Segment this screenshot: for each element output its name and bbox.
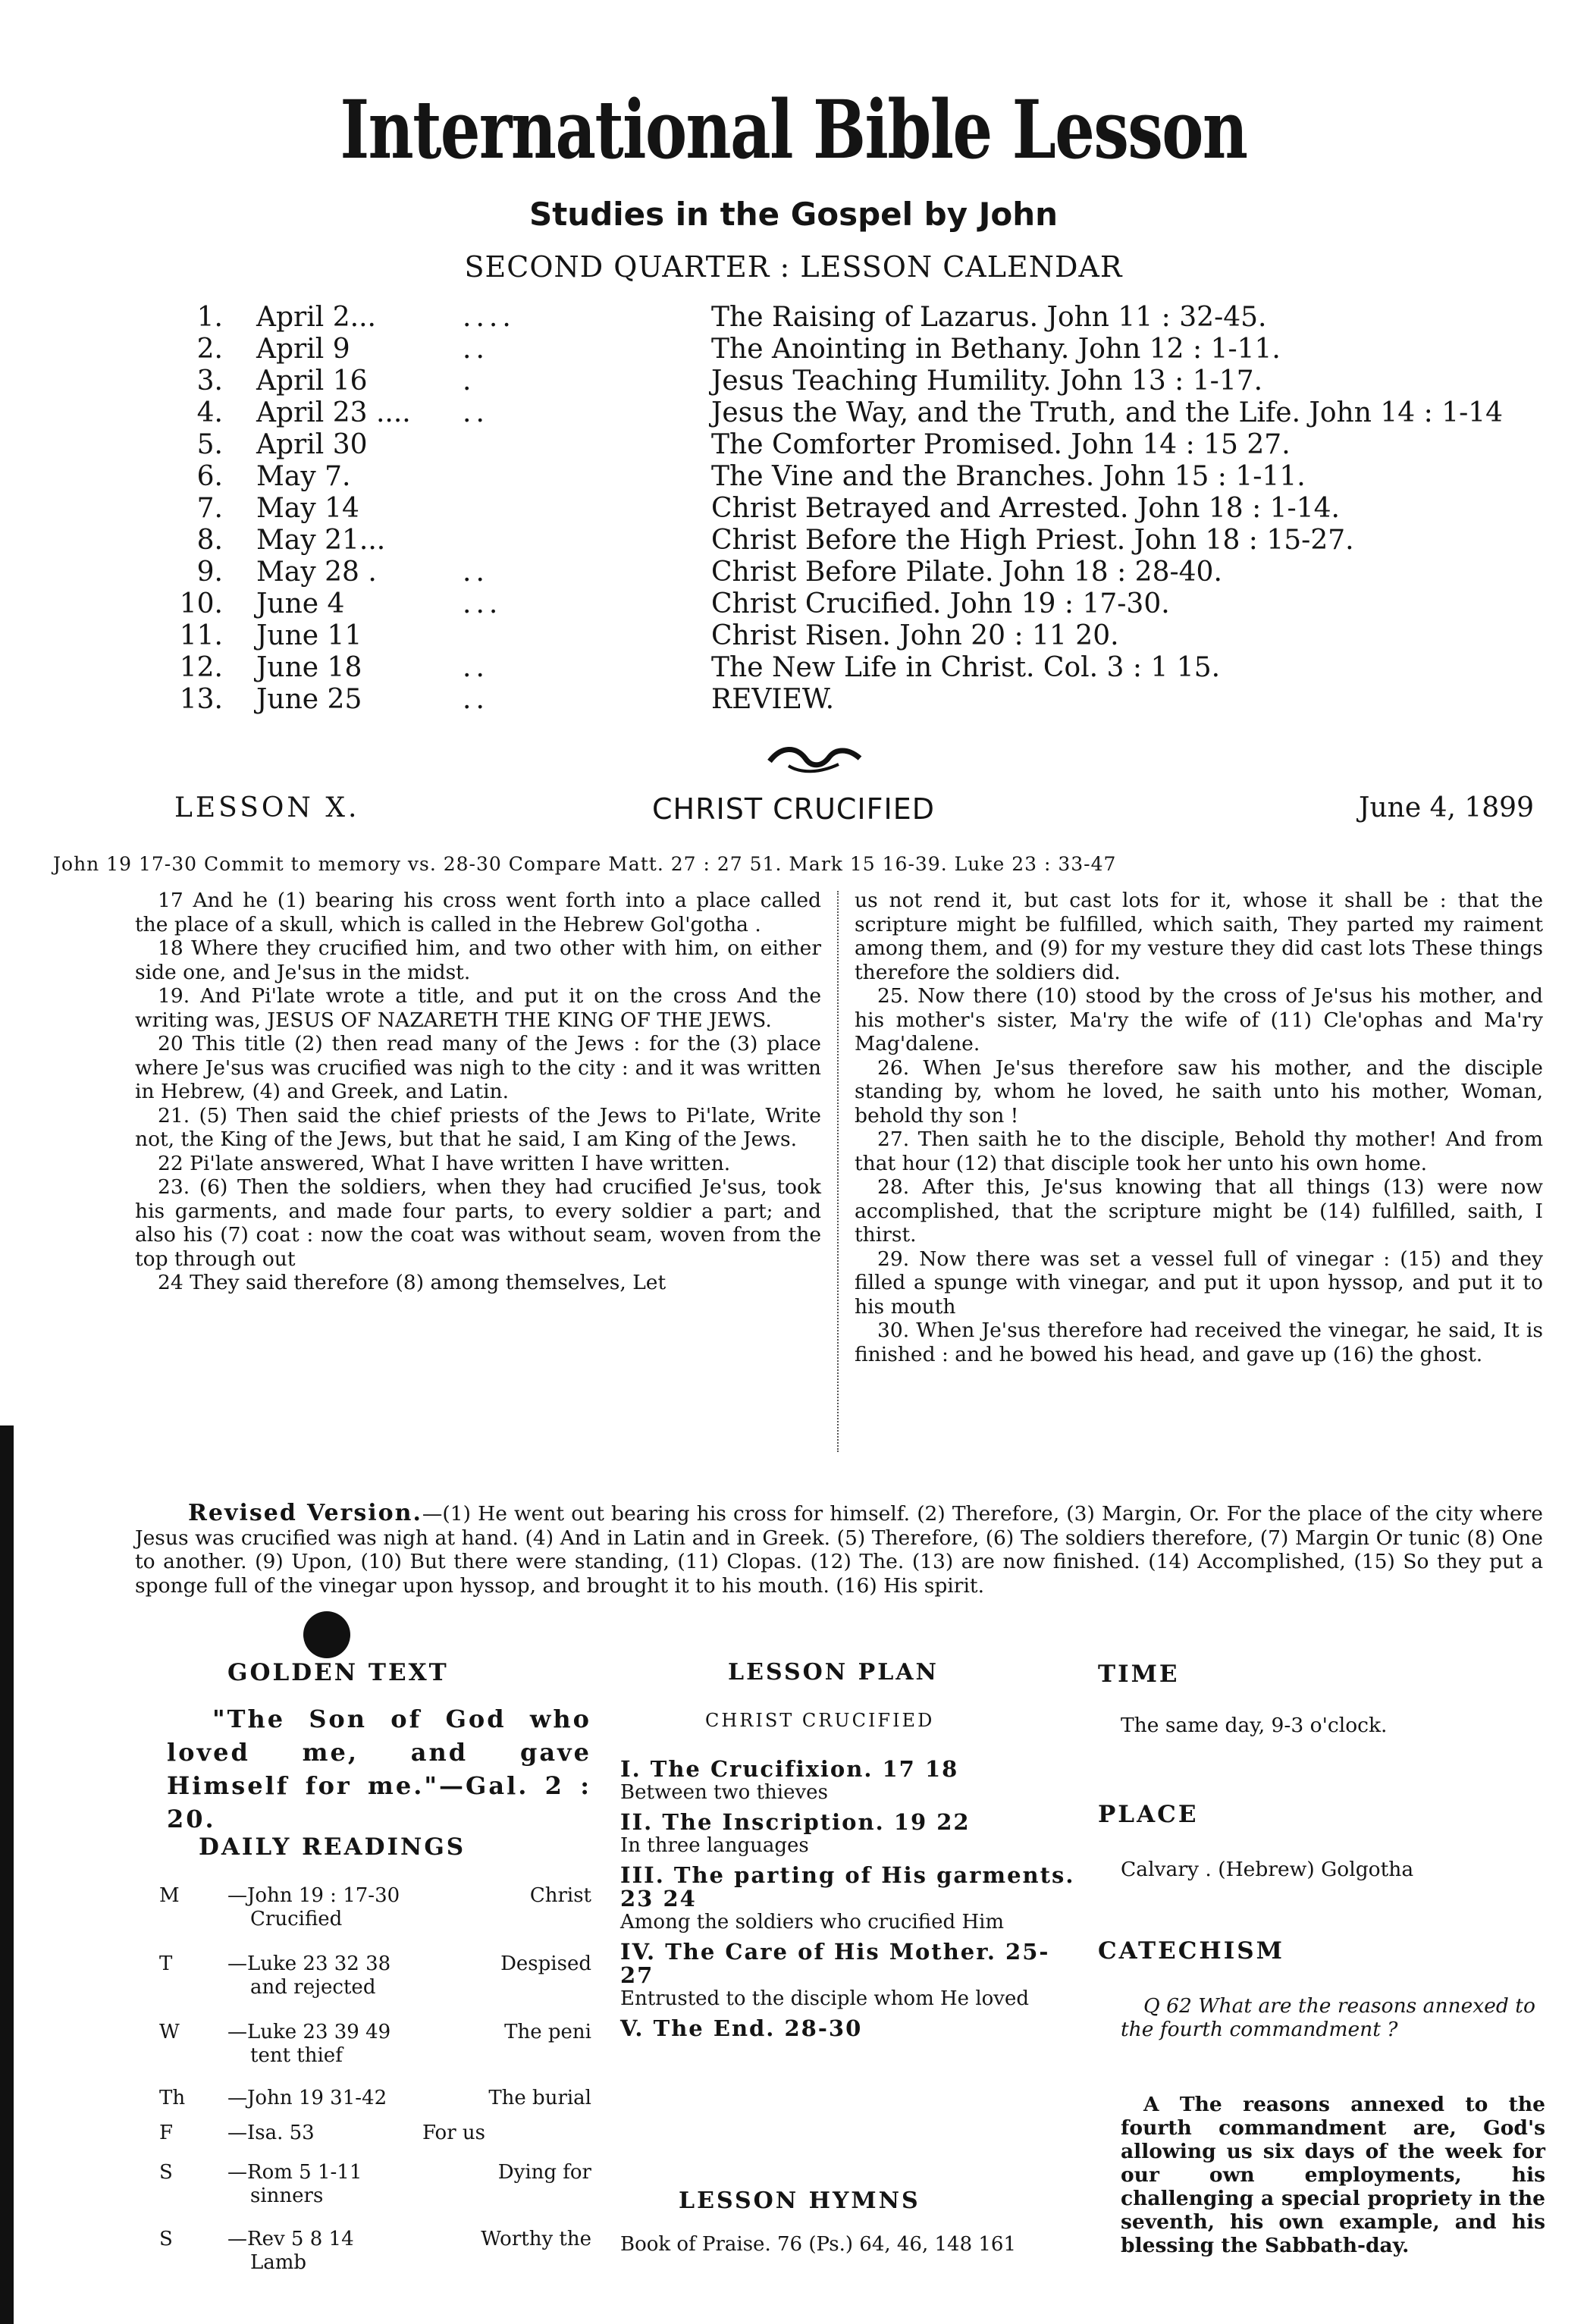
lesson-header: [0, 792, 1587, 830]
reading-day: F: [159, 2122, 174, 2144]
calendar-row: [0, 493, 1587, 525]
reading-row: [159, 2021, 591, 2068]
calendar-row: [0, 525, 1587, 557]
calendar-row: [0, 429, 1587, 461]
reading-day: M: [159, 1884, 180, 1907]
plan-item-head: V. The End. 28-30: [620, 2015, 863, 2041]
calendar-topic: Jesus the Way, and the Truth, and the Life. John 14 : 1-14: [711, 397, 1504, 428]
calendar-date: June 25: [256, 684, 362, 715]
calendar-leader: ..: [463, 397, 489, 428]
verse: 23. (6) Then the soldiers, when they had crucified Je'sus, took his garments, and made four parts, to every soldier a part; and also his (7) coat : now the coat was without seam, woven from the top through out: [135, 1175, 821, 1271]
calendar-number: 9.: [196, 557, 223, 588]
calendar-date: May 28 .: [256, 557, 377, 588]
calendar-number: 1.: [196, 302, 223, 333]
calendar-row: [0, 334, 1587, 365]
plan-item-sub: In three languages: [620, 1834, 809, 1857]
ink-blot: [303, 1611, 350, 1658]
place-text: Calvary . (Hebrew) Golgotha: [1121, 1858, 1414, 1881]
reading-title: Worthy the: [481, 2228, 591, 2250]
plan-item-head: I. The Crucifixion. 17 18: [620, 1756, 959, 1782]
calendar-number: 8.: [196, 525, 223, 556]
calendar-number: 12.: [179, 652, 223, 683]
reading-title-cont: and rejected: [250, 1976, 376, 1999]
calendar-date: June 11: [256, 620, 362, 651]
calendar-date: May 21...: [256, 525, 386, 556]
verse: 27. Then saith he to the disciple, Behold thy mother! And from that hour (12) that disciple took her unto his own home.: [855, 1128, 1543, 1175]
plan-item-head: II. The Inscription. 19 22: [620, 1809, 971, 1835]
verse: 26. When Je'sus therefore saw his mother, and the disciple standing by, whom he loved, he saith unto his mother, Woman, behold thy son !: [855, 1055, 1543, 1128]
calendar-date: April 9: [256, 334, 350, 365]
verse: 30. When Je'sus therefore had received the vinegar, he said, It is finished : and he bowed his head, and gave up (16) the ghost.: [855, 1319, 1543, 1366]
calendar-heading: SECOND QUARTER : LESSON CALENDAR: [464, 250, 1123, 284]
verse: us not rend it, but cast lots for it, whose it shall be : that the scripture might be fulfilled, which saith, They parted my raiment among them, and (9) for my vesture they did cast lots These things therefore the soldiers did.: [855, 889, 1543, 984]
reading-title: The peni: [504, 2021, 591, 2043]
scripture-reference-line: John 19 17-30 Commit to memory vs. 28-30 Compare Matt. 27 : 27 51. Mark 15 16-39. Luke 23 : 33-47: [53, 853, 1117, 875]
calendar-row: [0, 397, 1587, 429]
reading-day: W: [159, 2021, 180, 2043]
verse: 19. And Pi'late wrote a title, and put it on the cross And the writing was, JESUS OF NAZARETH THE KING OF THE JEWS.: [135, 984, 821, 1032]
daily-readings-heading: DAILY READINGS: [199, 1833, 466, 1861]
reading-row: [159, 2087, 591, 2110]
reading-title: For us: [422, 2122, 485, 2144]
lesson-hymns-heading: LESSON HYMNS: [679, 2188, 921, 2214]
time-heading: TIME: [1098, 1661, 1180, 1688]
verse: 17 And he (1) bearing his cross went forth into a place called the place of a skull, which is called in the Hebrew Gol'gotha .: [135, 889, 821, 936]
calendar-number: 2.: [196, 334, 223, 365]
calendar-date: April 2...: [256, 302, 376, 333]
calendar-row: [0, 684, 1587, 716]
reading-reference: —John 19 : 17-30: [227, 1884, 400, 1907]
calendar-leader: ..: [463, 557, 489, 588]
verse: 28. After this, Je'sus knowing that all things (13) were now accomplished, that the scripture might be (14) fulfilled, saith, I thirst.: [855, 1175, 1543, 1247]
reading-reference: —Luke 23 32 38: [227, 1952, 391, 1975]
reading-row: [159, 2122, 485, 2145]
calendar-row: [0, 365, 1587, 397]
calendar-topic: The Anointing in Bethany. John 12 : 1-11.: [711, 334, 1281, 365]
verse: 24 They said therefore (8) among themselves, Let: [158, 1271, 666, 1294]
calendar-topic: The Vine and the Branches. John 15 : 1-11.: [711, 461, 1306, 492]
verse: 29. Now there was set a vessel full of vinegar : (15) and they filled a spunge with vinegar, and put it upon hyssop, and put it to his mouth: [855, 1247, 1543, 1319]
calendar-topic: Christ Before Pilate. John 18 : 28-40.: [711, 557, 1222, 588]
calendar-topic: REVIEW.: [711, 684, 835, 715]
verse: 22 Pi'late answered, What I have written I have written.: [158, 1151, 731, 1175]
scan-edge-shadow: [0, 1425, 14, 2324]
verse: 21. (5) Then said the chief priests of the Jews to Pi'late, Write not, the King of the Jews, but that he said, I am King of the Jews.: [135, 1103, 821, 1151]
reading-title-cont: tent thief: [250, 2044, 343, 2067]
calendar-date: April 16: [256, 365, 368, 397]
reading-row: [159, 1952, 591, 1999]
plan-item-sub: Between two thieves: [620, 1781, 828, 1804]
catechism-answer: A The reasons annexed to the fourth commandment are, God's allowing us six days of the week for our own employments, his challenging a special propriety in the seventh, his own example, and his blessing the Sabbath-day.: [1121, 2093, 1545, 2257]
calendar-row: [0, 588, 1587, 620]
verse: 20 This title (2) then read many of the Jews : for the (3) place where Je'sus was crucified was nigh to the city : and it was written in Hebrew, (4) and Greek, and Latin.: [135, 1032, 821, 1103]
calendar-date: May 14: [256, 493, 359, 524]
lesson-plan-subheading: CHRIST CRUCIFIED: [705, 1710, 935, 1731]
calendar-date: June 18: [256, 652, 362, 683]
reading-reference: —Rom 5 1-11: [227, 2161, 362, 2184]
calendar-date: May 7.: [256, 461, 351, 492]
scripture-right-column: [855, 889, 1543, 1366]
calendar-row: [0, 302, 1587, 334]
ornament-flourish: [766, 743, 864, 775]
calendar-number: 3.: [196, 365, 223, 397]
reading-title-cont: Lamb: [250, 2251, 307, 2274]
plan-item-sub: Among the soldiers who crucified Him: [620, 1911, 1005, 1934]
reading-title-cont: Crucified: [250, 1908, 343, 1930]
lesson-title: CHRIST CRUCIFIED: [652, 792, 935, 826]
calendar-number: 10.: [179, 588, 223, 619]
page-title: International Bible Lesson: [340, 82, 1247, 177]
lesson-hymns-text: Book of Praise. 76 (Ps.) 64, 46, 148 161: [620, 2233, 1017, 2256]
reading-reference: —Rev 5 8 14: [227, 2228, 354, 2250]
calendar-number: 5.: [196, 429, 223, 460]
calendar-topic: The Raising of Lazarus. John 11 : 32-45.: [711, 302, 1267, 333]
calendar-leader: .: [463, 365, 476, 397]
reading-row: [159, 1884, 591, 1931]
reading-day: S: [159, 2161, 173, 2184]
golden-text-heading: GOLDEN TEXT: [227, 1659, 449, 1686]
calendar-topic: Christ Crucified. John 19 : 17-30.: [711, 588, 1170, 619]
calendar-leader: ..: [463, 652, 489, 683]
calendar-topic: Christ Risen. John 20 : 11 20.: [711, 620, 1119, 651]
catechism-question: Q 62 What are the reasons annexed to the fourth commandment ?: [1121, 1994, 1535, 2041]
calendar-leader: ....: [463, 302, 516, 333]
calendar-leader: ...: [463, 588, 503, 619]
calendar-topic: Christ Betrayed and Arrested. John 18 : 1-14.: [711, 493, 1340, 524]
lesson-plan-list: [620, 1758, 1075, 2040]
reading-title: The burial: [488, 2087, 591, 2109]
calendar-date: April 30: [256, 429, 368, 460]
verse: 18 Where they crucified him, and two other with him, on either side one, and Je'sus in the midst.: [135, 936, 821, 984]
reading-row: [159, 2161, 591, 2208]
calendar-topic: The Comforter Promised. John 14 : 15 27.: [711, 429, 1291, 460]
calendar-date: April 23 ....: [256, 397, 411, 428]
calendar-topic: The New Life in Christ. Col. 3 : 1 15.: [711, 652, 1221, 683]
lesson-plan-heading: LESSON PLAN: [728, 1659, 939, 1686]
catechism-heading: CATECHISM: [1098, 1937, 1284, 1965]
reading-title: Christ: [529, 1884, 591, 1907]
golden-text: "The Son of God who loved me, and gave Himself for me."—Gal. 2 : 20.: [167, 1705, 591, 1833]
reading-reference: —John 19 31-42: [227, 2087, 387, 2109]
verse: 25. Now there (10) stood by the cross of Je'sus his mother, and his mother's sister, Ma'ry the wife of (11) Cle'ophas and Ma'ry Mag'dalene.: [855, 984, 1543, 1055]
plan-item-head: IV. The Care of His Mother. 25-27: [620, 1939, 1050, 1988]
calendar-row: [0, 461, 1587, 493]
calendar-topic: Christ Before the High Priest. John 18 : 15-27.: [711, 525, 1354, 556]
reading-title: Dying for: [497, 2161, 591, 2184]
lesson-number: LESSON X.: [174, 792, 360, 823]
reading-day: Th: [159, 2087, 186, 2109]
calendar-row: [0, 557, 1587, 588]
place-heading: PLACE: [1098, 1801, 1199, 1828]
revised-version-text: —(1) He went out bearing his cross for himself. (2) Therefore, (3) Margin, Or. For the place of the city where Jesus was crucified was nigh at hand. (4) And in Latin and in Greek. (5) Therefore, (6) The soldiers therefore, (7) Margin Or tunic (8) One to another. (9) Upon, (10) But there were standing, (11) Clopas. (12) The. (13) are now finished. (14) Accomplished, (15) So they put a sponge full of the vinegar upon hyssop, and brought it to his mouth. (16) His spirit.: [135, 1502, 1543, 1598]
reading-title: Despised: [500, 1952, 591, 1975]
time-text: The same day, 9-3 o'clock.: [1121, 1714, 1388, 1737]
plan-item-head: III. The parting of His garments. 23 24: [620, 1862, 1075, 1912]
reading-reference: —Isa. 53: [227, 2122, 315, 2144]
calendar-leader: ..: [463, 684, 489, 715]
revised-version-notes: [135, 1501, 1543, 1598]
scripture-left-column: [135, 889, 821, 1295]
reading-day: T: [159, 1952, 173, 1975]
lesson-date: June 4, 1899: [1359, 792, 1534, 823]
reading-title-cont: sinners: [250, 2184, 324, 2207]
calendar-number: 4.: [196, 397, 223, 428]
calendar-number: 11.: [179, 620, 223, 651]
calendar-number: 6.: [196, 461, 223, 492]
revised-version-label: Revised Version.: [188, 1500, 422, 1526]
calendar-row: [0, 620, 1587, 652]
reading-reference: —Luke 23 39 49: [227, 2021, 391, 2043]
calendar-number: 13.: [179, 684, 223, 715]
calendar-topic: Jesus Teaching Humility. John 13 : 1-17.: [711, 365, 1263, 397]
plan-item-sub: Entrusted to the disciple whom He loved: [620, 1987, 1030, 2010]
calendar-number: 7.: [196, 493, 223, 524]
calendar-leader: ..: [463, 334, 489, 365]
reading-row: [159, 2228, 591, 2275]
column-divider: [837, 891, 839, 1452]
reading-day: S: [159, 2228, 173, 2250]
calendar-date: June 4: [256, 588, 345, 619]
calendar-row: [0, 652, 1587, 684]
page-subtitle: Studies in the Gospel by John: [528, 196, 1059, 233]
